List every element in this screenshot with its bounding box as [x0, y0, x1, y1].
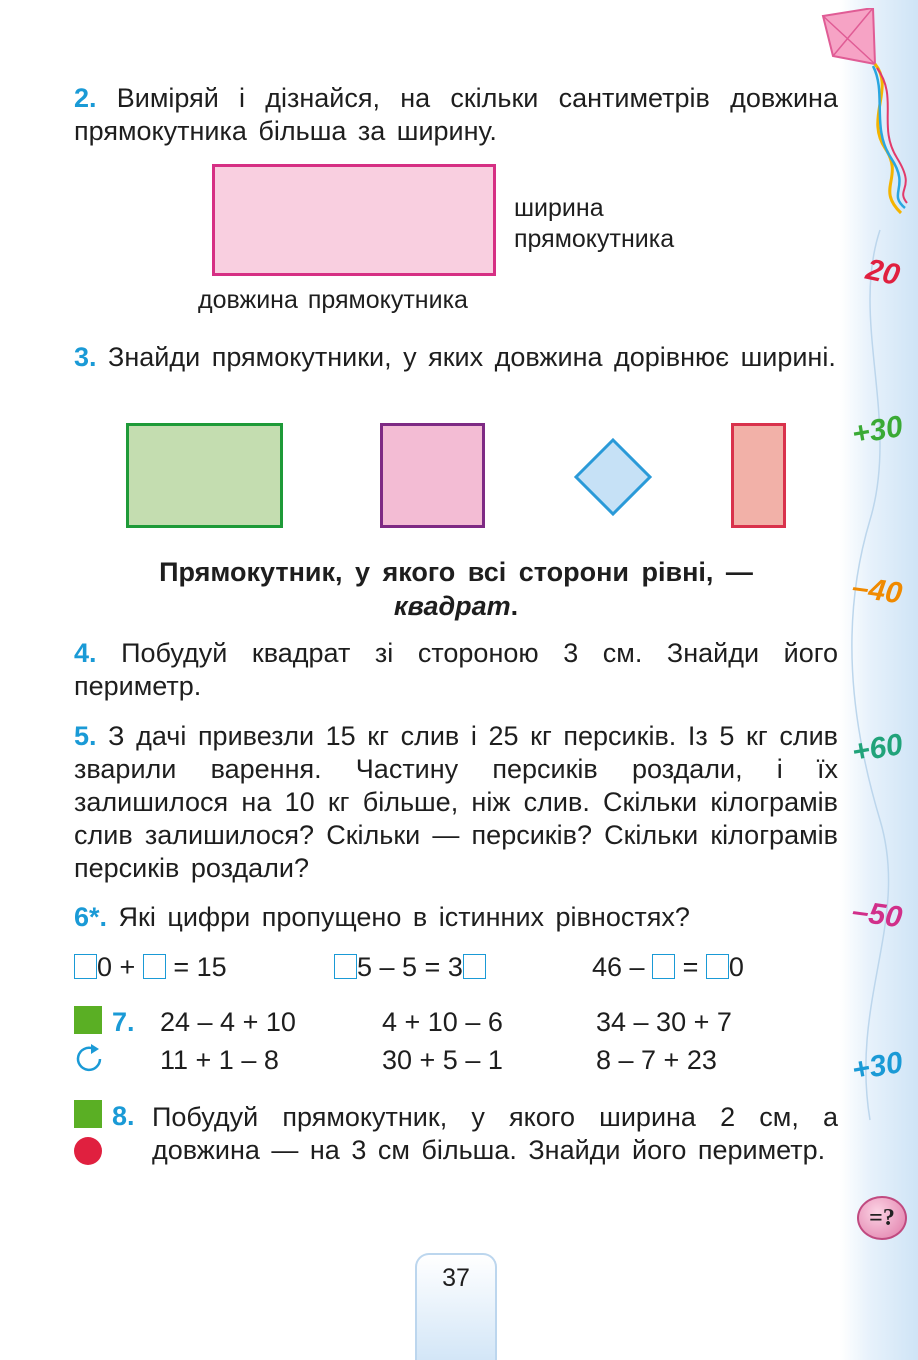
measure-rectangle: [212, 164, 496, 276]
blank-box[interactable]: [334, 954, 357, 979]
length-label: довжина прямокутника: [198, 286, 468, 314]
task-3: 3. Знайди прямокутники, у яких довжина дорівнює ширині.: [74, 342, 836, 372]
task-6-text: Які цифри пропущено в істинних рівностях?: [118, 902, 690, 932]
margin-mark-plus30: +30: [849, 409, 906, 452]
rule-line1: Прямокутник, у якого всі сторони рівні, —: [159, 557, 753, 587]
expression: 8 – 7 + 23: [596, 1045, 717, 1075]
rule-box: Прямокутник, у якого всі сторони рівні, — квадрат.: [74, 555, 838, 623]
expression: 4 + 10 – 6: [382, 1007, 503, 1037]
task-2-text: Виміряй і дізнайся, на скільки сантиметрів довжина прямокутника більша за ширину.: [74, 83, 838, 146]
margin-mark-20: 20: [863, 252, 903, 293]
expression: 30 + 5 – 1: [382, 1045, 503, 1075]
task-8-number: 8.: [112, 1101, 135, 1131]
blue-diamond: [574, 437, 654, 517]
page-number: 37: [415, 1253, 497, 1360]
margin-mark-plus60: +60: [849, 727, 906, 770]
equation-1: 0 + = 15: [74, 952, 227, 983]
expression: 24 – 4 + 10: [160, 1007, 296, 1037]
blank-box[interactable]: [143, 954, 166, 979]
refresh-icon: [73, 1043, 105, 1075]
margin-mark-plus30-b: +30: [849, 1045, 906, 1088]
rule-term: квадрат: [393, 591, 511, 621]
red-rectangle: [731, 423, 786, 528]
task-5-text: З дачі привезли 15 кг слив і 25 кг персиків. Із 5 кг слив зварили варення. Частину персиків роздали, і їх залишилося на 10 кг більше, ніж слив. Скільки кілограмів слив залишилося? Скільки — персиків? Скільки кілограмів персиків роздали?: [74, 721, 838, 883]
task-7-number: 7.: [112, 1007, 135, 1037]
task-5: 5. З дачі привезли 15 кг слив і 25 кг персиків. Із 5 кг слив зварили варення. Частину персиків роздали, і їх залишилося на 10 кг більше, ніж слив. Скільки кілограмів слив залишилося? Скільки — персиків? Скільки кілограмів персиків роздали?: [74, 721, 838, 883]
margin-mark-minus40: –40: [850, 570, 905, 611]
task-3-text: Знайди прямокутники, у яких довжина дорівнює ширині.: [108, 342, 836, 372]
margin-mark-minus50: –50: [850, 894, 905, 935]
task-4-text: Побудуй квадрат зі стороною 3 см. Знайди його периметр.: [74, 638, 838, 701]
blank-box[interactable]: [463, 954, 486, 979]
width-label: ширина прямокутника: [514, 194, 675, 253]
blank-box[interactable]: [74, 954, 97, 979]
blank-box[interactable]: [706, 954, 729, 979]
green-square-icon: [74, 1100, 102, 1128]
task-4: 4. Побудуй квадрат зі стороною 3 см. Знайди його периметр.: [74, 638, 838, 701]
blank-box[interactable]: [652, 954, 675, 979]
task-2: 2. Виміряй і дізнайся, на скільки сантиметрів довжина прямокутника більша за ширину.: [74, 83, 838, 146]
equation-2: 5 – 5 = 3: [334, 952, 486, 983]
task-6: 6*. Які цифри пропущено в істинних рівностях?: [74, 902, 690, 932]
expression: 34 – 30 + 7: [596, 1007, 732, 1037]
task-8-text: Побудуй прямокутник, у якого ширина 2 см, а довжина — на 3 см більша. Знайди його периметр.: [152, 1102, 838, 1165]
answer-badge: =?: [857, 1196, 907, 1240]
equation-3: 46 – = 0: [592, 952, 744, 982]
green-square-icon: [74, 1006, 102, 1034]
red-circle-icon: [74, 1137, 102, 1165]
expression: 11 + 1 – 8: [160, 1045, 279, 1075]
pink-square: [380, 423, 485, 528]
green-rectangle: [126, 423, 283, 528]
